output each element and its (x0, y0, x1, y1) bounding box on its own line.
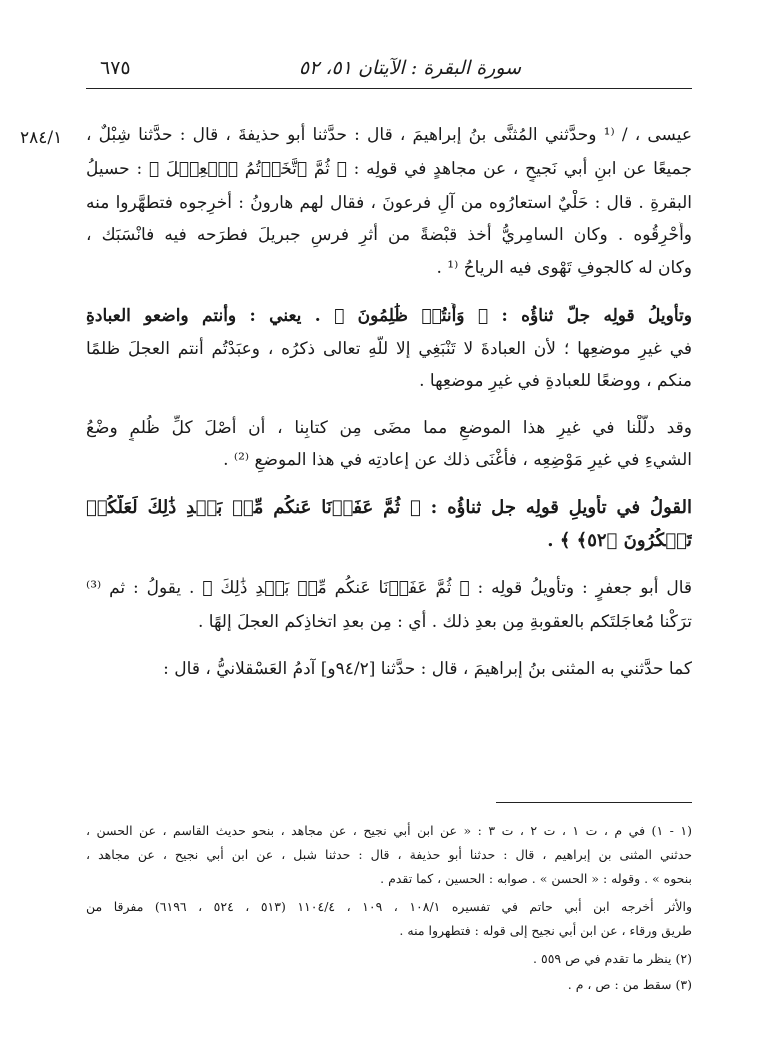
body-line: وأَحْرِقُوه . وكان السامِريُّ أخذ قبْضةً من أثرِ فرسِ جبريلَ فطرَحه فيه فانْسَبَك ، (86, 225, 692, 245)
section-heading-continuation: تَشۡكُرُونَ ﴿٥٢﴾ ﴾ . (547, 530, 692, 551)
body-line: ترَكْنا مُعاجَلتَكم بالعقوبةِ مِن بعدِ ذلك . أي : مِن بعدِ اتخاذِكم العجلَ إلهًا . (197, 612, 692, 632)
footnote-line: بنحوه » . وقوله : « الحسن » . صوابه : الحسين ، كما تقدم . (380, 871, 692, 886)
footnote-line: والأثر أخرجه ابن أبي حاتم في تفسيره ١٠٨/١ ، ١٠٩ ، ١١٠٤/٤ (٥١٣ ، ٥٢٤ ، ٦١٩٦) مفرقا من (86, 899, 692, 914)
body-line: جميعًا عن ابنِ أبي نَجيحٍ ، عن مجاهدٍ في قولِه : ﴿ ثُمَّ ٱتَّخَذۡتُمُ ٱلۡعِجۡلَ ﴾ : حسيلُ (86, 159, 692, 179)
margin-page-reference: ٢٨٤/١ (20, 128, 63, 148)
body-line: في غيرِ موضعِها ؛ لأن العبادةَ لا تَنْبَغِي إلا للَّهِ تعالى ذكرُه ، وعبَدْتُم أنتم العجلَ ظلمًا (86, 339, 692, 359)
running-header-title: سورة البقرة : الآيتان ٥١، ٥٢ (298, 57, 522, 79)
footnote-line: حدثني المثنى بن إبراهيم ، قال : حدثنا أبو حذيفة ، قال : حدثنا شبل ، عن ابن أبي نجيح ، عن مجاهد ، (86, 847, 692, 862)
body-line: وكان له كالجوفِ تَهْوى فيه الرياحُ ⁽¹ . (436, 258, 692, 278)
body-line: وقد دلَّلْنا في غيرِ هذا الموضعِ مما مضَى مِن كتابِنا ، أن أصْلَ كلِّ ظُلمٍ وضْعُ (86, 418, 692, 438)
body-line: منكم ، ووضعًا للعبادةِ في غيرِ موضعِها . (419, 371, 692, 391)
body-line: البقرةِ . قال : حَلْيٌ استعارُوه من آلِ فرعونَ ، فقال لهم هارونُ : أخرِجوه فتطهَّروا منه (86, 193, 692, 213)
body-line: عيسى ، / ⁽¹ وحدَّثني المُثنَّى بنُ إبراهيمَ ، قال : حدَّثنا أبو حذيفةَ ، قال : حدَّثنا شِبْلٌ ، (86, 125, 692, 145)
page-number: ٦٧٥ (100, 57, 131, 79)
footnote-line: (٢) ينظر ما تقدم في ص ٥٥٩ . (533, 951, 692, 966)
body-line: قال أبو جعفرٍ : وتأويلُ قولِه : ﴿ ثُمَّ عَفَوۡنَا عَنكُم مِّنۢ بَعۡدِ ذَٰلِكَ ﴾ . يقولُ : ثم ⁽³⁾ (86, 578, 692, 598)
body-line: الشيءِ في غيرِ مَوْضِعِه ، فأغْنَى ذلك عن إعادتِه في هذا الموضعِ ⁽²⁾ . (223, 450, 692, 470)
footnote-line: (١ - ١) في م ، ت ١ ، ت ٢ ، ت ٣ : « عن ابن أبي نجيح ، عن مجاهد ، بنحو حديث القاسم ، عن الحسن ، (86, 823, 692, 838)
footnote-line: طريق ورقاء ، عن ابن أبي نجيح إلى قوله : فتطهروا منه . (399, 923, 692, 938)
footnote-line: (٣) سقط من : ص ، م . (567, 977, 692, 992)
body-line: كما حدَّثني به المثنى بنُ إبراهيمَ ، قال : حدَّثنا [٩٤/٢و] آدمُ العَسْقلانيُّ ، قال : (163, 659, 692, 679)
footnote-rule (496, 802, 692, 803)
section-heading: القولُ في تأويلِ قولِه جل ثناؤُه : ﴿ ثُمَّ عَفَوۡنَا عَنكُم مِّنۢ بَعۡدِ ذَٰلِكَ لَعَلَّكُمۡ (86, 497, 692, 518)
header-rule (86, 88, 692, 89)
body-line: وتأويلُ قولِه جلّ ثناؤُه : ﴿ وَأَنتُمۡ ظَٰلِمُونَ ﴾ . يعني : وأنتم واضعو العبادةِ (86, 306, 692, 326)
